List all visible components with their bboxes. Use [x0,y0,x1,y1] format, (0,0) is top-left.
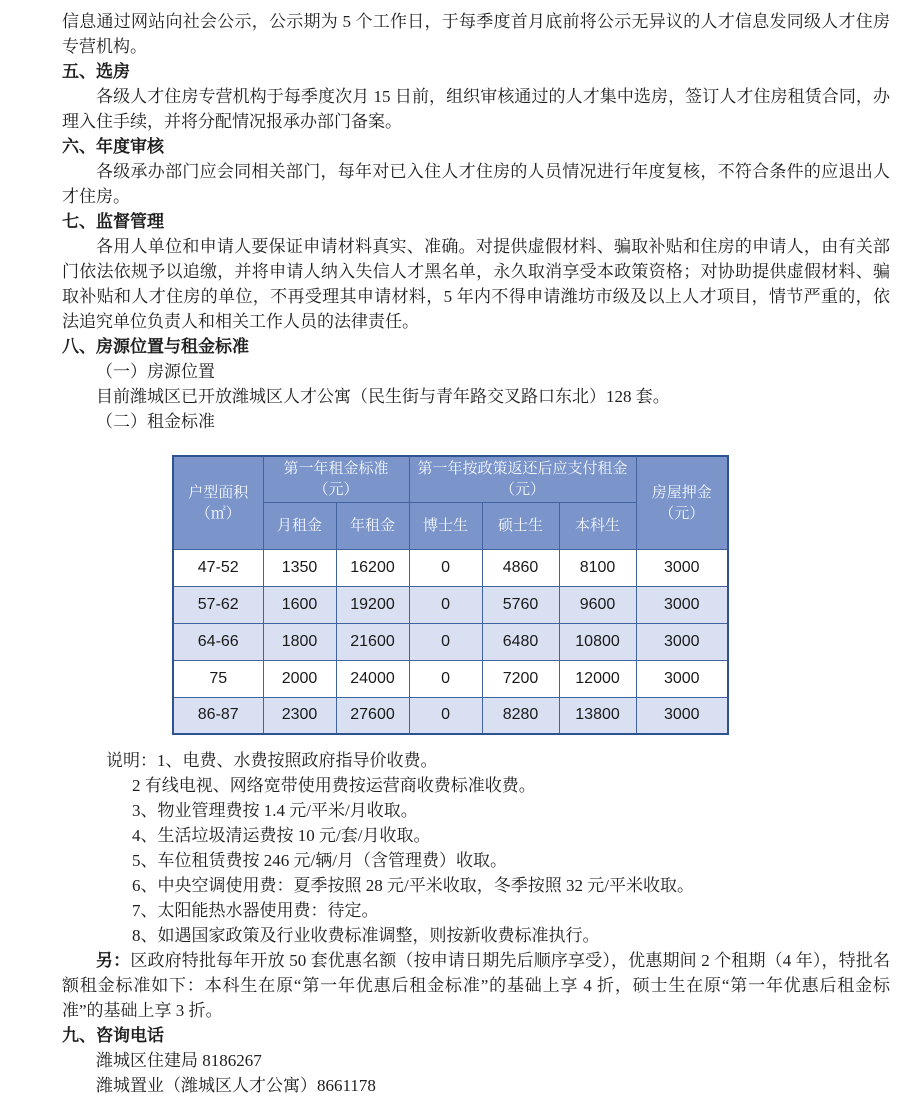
note-item: 3、物业管理费按 1.4 元/平米/月收取。 [132,801,418,820]
rent-standard-table [172,455,729,735]
special-quota-text: 区政府特批每年开放 50 套优惠名额（按申请日期先后顺序享受），优惠期间 2 个租期（4 年），特批名额租金标准如下：本科生在原“第一年优惠后租金标准”的基础上享 4 折，硕士生在原“第一年优惠后租金标准”的基础上享 3 折。 [62,951,891,1020]
table-cell: 24000 [336,660,409,697]
rent-table-container [172,455,890,735]
contact-line-weicheng-zhiye: 潍城置业（潍城区人才公寓）8661178 [96,1076,376,1095]
table-cell: 5760 [482,586,559,623]
table-cell: 1350 [263,549,336,586]
header-deposit: 房屋押金（元） [636,456,728,549]
table-cell: 3000 [636,697,728,734]
note-item: 6、中央空调使用费：夏季按照 28 元/平米收取，冬季按照 32 元/平米收取。 [132,876,694,895]
table-cell: 3000 [636,549,728,586]
note-item: 1、电费、水费按照政府指导价收费。 [157,751,438,770]
table-cell: 13800 [559,697,636,734]
table-cell: 19200 [336,586,409,623]
note-line-1 [106,748,890,773]
paragraph-house-location: 目前潍城区已开放潍城区人才公寓（民生街与青年路交叉路口东北）128 套。 [96,387,670,406]
table-cell: 7200 [482,660,559,697]
note-item: 8、如遇国家政策及行业收费标准调整，则按新收费标准执行。 [132,926,600,945]
table-cell: 4860 [482,549,559,586]
notes-section [62,748,890,948]
contact-line-housing-bureau: 潍城区住建局 8186267 [96,1051,262,1070]
paragraph-public-notice: 信息通过网站向社会公示，公示期为 5 个工作日，于每季度首月底前将公示无异议的人才信息发同级人才住房专营机构。 [62,12,890,56]
subsection-house-location: （一）房源位置 [96,362,215,381]
table-cell: 3000 [636,623,728,660]
table-cell: 10800 [559,623,636,660]
table-cell: 27600 [336,697,409,734]
header-area: 户型面积（㎡） [173,456,263,549]
header-bachelor: 本科生 [559,502,636,549]
section-heading-8: 八、房源位置与租金标准 [62,337,249,356]
table-cell: 2300 [263,697,336,734]
section-heading-6: 六、年度审核 [62,137,164,156]
table-row [173,623,728,660]
header-master: 硕士生 [482,502,559,549]
table-cell: 86-87 [173,697,263,734]
section-heading-5: 五、选房 [62,62,130,81]
subsection-rent-standard: （二）租金标准 [96,412,215,431]
special-quota-paragraph [62,948,890,1023]
table-cell: 0 [409,660,482,697]
table-cell: 0 [409,623,482,660]
table-cell: 8280 [482,697,559,734]
table-cell: 8100 [559,549,636,586]
paragraph-section-6: 各级承办部门应会同相关部门，每年对已入住人才住房的人员情况进行年度复核，不符合条件的应退出人才住房。 [62,162,890,206]
note-item: 2 有线电视、网络宽带使用费按运营商收费标准收费。 [132,776,536,795]
table-cell: 1800 [263,623,336,660]
note-item: 5、车位租赁费按 246 元/辆/月（含管理费）收取。 [132,851,507,870]
note-item: 7、太阳能热水器使用费：待定。 [132,901,379,920]
paragraph-section-7: 各用人单位和申请人要保证申请材料真实、准确。对提供虚假材料、骗取补贴和住房的申请人，由有关部门依法依规予以追缴，并将申请人纳入失信人才黑名单，永久取消享受本政策资格；对协助提供虚假材料、骗取补贴和人才住房的单位，不再受理其申请材料，5 年内不得申请潍坊市级及以上人才项目，情节严重的，依法追究单位负责人和相关工作人员的法律责任。 [62,237,890,331]
table-cell: 21600 [336,623,409,660]
table-cell: 9600 [559,586,636,623]
table-cell: 16200 [336,549,409,586]
table-cell: 0 [409,549,482,586]
table-cell: 12000 [559,660,636,697]
table-row [173,549,728,586]
table-cell: 3000 [636,660,728,697]
table-row [173,697,728,734]
table-cell: 0 [409,586,482,623]
notes-label: 说明： [106,751,157,770]
table-cell: 47-52 [173,549,263,586]
header-policy-group: 第一年按政策返还后应支付租金（元） [409,456,636,502]
table-cell: 1600 [263,586,336,623]
special-quota-label: 另： [96,951,131,970]
table-cell: 0 [409,697,482,734]
note-item: 4、生活垃圾清运费按 10 元/套/月收取。 [132,826,431,845]
table-cell: 3000 [636,586,728,623]
section-heading-7: 七、监督管理 [62,212,164,231]
table-cell: 57-62 [173,586,263,623]
table-cell: 75 [173,660,263,697]
table-cell: 6480 [482,623,559,660]
table-cell: 2000 [263,660,336,697]
header-yearly-rent: 年租金 [336,502,409,549]
table-row [173,660,728,697]
header-doctoral: 博士生 [409,502,482,549]
table-row [173,586,728,623]
table-cell: 64-66 [173,623,263,660]
header-first-year-group: 第一年租金标准（元） [263,456,409,502]
paragraph-section-5: 各级人才住房专营机构于每季度次月 15 日前，组织审核通过的人才集中选房，签订人才住房租赁合同，办理入住手续，并将分配情况报承办部门备案。 [62,87,890,131]
section-heading-9: 九、咨询电话 [62,1026,164,1045]
header-monthly-rent: 月租金 [263,502,336,549]
